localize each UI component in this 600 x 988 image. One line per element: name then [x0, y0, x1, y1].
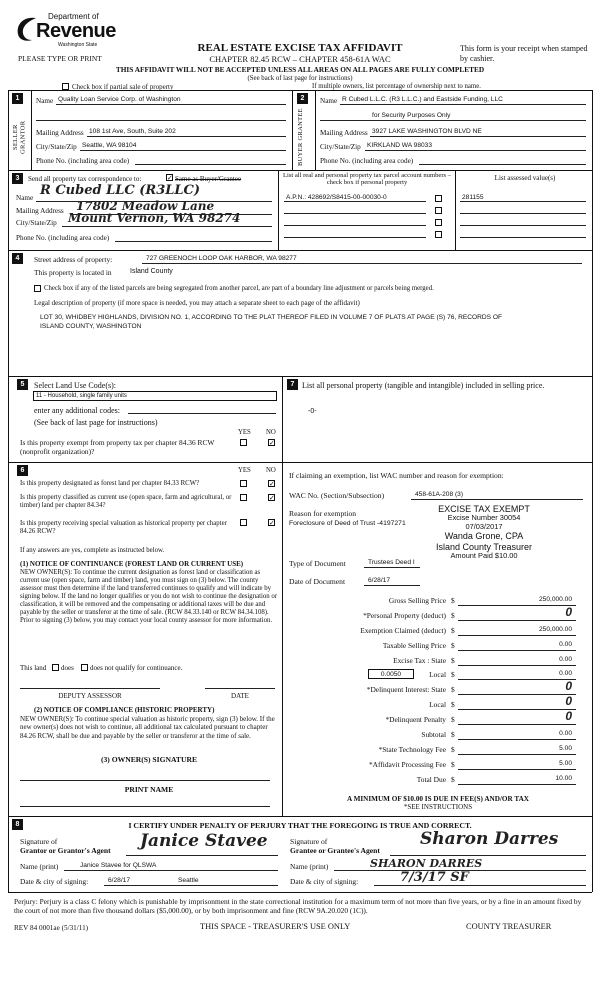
- owner-signature-label: (3) OWNER(S) SIGNATURE: [100, 755, 198, 764]
- buyer-mailing-label: Mailing Address: [320, 129, 368, 137]
- grantee-date-city-label: Date & city of signing:: [290, 877, 359, 886]
- rev-number: REV 84 0001ae (5/31/11): [14, 924, 89, 932]
- subtotal-label: Subtotal: [421, 730, 446, 739]
- seller-city: Seattle, WA 98104: [82, 142, 137, 149]
- section5-number: 5: [17, 379, 28, 390]
- legal-label: Legal description of property (if more space is needed, you may attach a separate sheet to each page of the affidavit): [34, 299, 360, 307]
- delinquent-interest-local-label: Local: [429, 700, 446, 709]
- state-technology-fee-value: 5.00: [559, 745, 572, 752]
- seller-city-label: City/State/Zip: [36, 143, 77, 151]
- notice1-title: (1) NOTICE OF CONTINUANCE (FOREST LAND OR CURRENT USE): [20, 560, 244, 568]
- partial-sale-label: Check box if partial sale of property: [72, 83, 174, 91]
- stamp-line-1: EXCISE TAX EXEMPT: [438, 504, 530, 514]
- agency-line1: Department of: [48, 12, 99, 21]
- deputy-date-label: DATE: [231, 692, 249, 700]
- street-address: 727 GREENOCH LOOP OAK HARBOR, WA 98277: [146, 255, 297, 262]
- exemption-label: If claiming an exemption, list WAC number and reason for exemption:: [289, 471, 504, 480]
- current-use-question: Is this property classified as current use (open space, farm and agricultural, or timber) land per chapter 84.34?: [20, 494, 232, 509]
- assessed-header: List assessed value(s): [494, 174, 556, 182]
- grantor-sig-label1: Signature of: [20, 837, 58, 846]
- historic-no-checkbox[interactable]: ✓: [269, 519, 275, 527]
- land-does-label: does: [61, 664, 74, 672]
- current-use-yes-checkbox[interactable]: [240, 494, 247, 501]
- affidavit-processing-fee-label: *Affidavit Processing Fee: [368, 760, 446, 769]
- stamp-line-6: Amount Paid $10.00: [450, 551, 518, 561]
- grantor-sig-label2: Grantor or Grantor's Agent: [20, 846, 111, 855]
- excise-tax-local-label: Local: [429, 670, 446, 679]
- excise-tax-state-value: 0.00: [559, 656, 572, 663]
- subtotal-value: 0.00: [559, 730, 572, 737]
- seller-name-label: Name: [36, 97, 54, 105]
- tax-city-label: City/State/Zip: [16, 219, 57, 227]
- treasurer-use-label: THIS SPACE - TREASURER'S USE ONLY: [200, 922, 351, 931]
- receipt-note: This form is your receipt when stamped by cashier.: [460, 44, 588, 63]
- additional-codes-label: enter any additional codes:: [34, 406, 120, 415]
- land-does-not-checkbox[interactable]: [81, 664, 88, 671]
- wac-number: 458-61A-208 (3): [415, 491, 464, 498]
- delinquent-interest-state-label: *Delinquent Interest: State: [366, 685, 446, 694]
- taxable-selling-price-value: 0.00: [559, 641, 572, 648]
- notice2-body: NEW OWNER(S): To continue special valuation as historic property, sign (3) below. If the new owner(s) does not wish to continue, all additional tax calculated pursuant to chapter 84.26 RCW, shall be due and payable by the seller or transferor at the time of sale.: [20, 715, 275, 740]
- historic-yes-checkbox[interactable]: [240, 519, 247, 526]
- grantor-signature: Janice Stavee: [140, 831, 268, 851]
- land-does-not-label: does not qualify for continuance.: [90, 664, 183, 672]
- buyer-city: KIRKLAND WA 98033: [367, 142, 432, 149]
- form-chapter: CHAPTER 82.45 RCW – CHAPTER 458-61A WAC: [209, 54, 391, 64]
- minimum-due-note: A MINIMUM OF $10.00 IS DUE IN FEE(S) AND/OR TAX: [347, 795, 529, 803]
- see-instructions-note: *SEE INSTRUCTIONS: [403, 803, 473, 811]
- tax-phone-label: Phone No. (including area code): [16, 234, 110, 242]
- delinquent-interest-state-value: 0: [565, 679, 572, 693]
- form-title: REAL ESTATE EXCISE TAX AFFIDAVIT: [197, 42, 403, 54]
- agency-name: Revenue: [36, 20, 116, 42]
- grantor-city: Seattle: [178, 877, 199, 884]
- grantor-date: 6/28/17: [108, 877, 130, 884]
- section4-number: 4: [12, 253, 23, 264]
- grantee-sig-label2: Grantee or Grantee's Agent: [290, 846, 380, 855]
- exemption-claimed-label: Exemption Claimed (deduct): [360, 626, 446, 635]
- this-land-label: This land: [20, 664, 47, 672]
- deputy-assessor-label: DEPUTY ASSESSOR: [58, 692, 122, 700]
- land-use-label: Select Land Use Code(s):: [34, 381, 116, 390]
- total-due-value: 10.00: [555, 775, 572, 782]
- excise-tax-state-label: Excise Tax : State: [393, 656, 446, 665]
- form-warning: THIS AFFIDAVIT WILL NOT BE ACCEPTED UNLESS ALL AREAS ON ALL PAGES ARE FULLY COMPLETED: [115, 65, 485, 74]
- local-rate: 0.0050: [380, 671, 402, 678]
- buyer-city-label: City/State/Zip: [320, 143, 361, 151]
- stamp-line-2: Excise Number 30054: [447, 513, 521, 523]
- parcel-header: List all real and personal property tax parcel account numbers – check box if personal property: [282, 172, 452, 187]
- county: Island County: [130, 268, 173, 275]
- grantor-name-print: Janice Stavee for QLSWA: [80, 862, 157, 869]
- county-treasurer-label: COUNTY TREASURER: [466, 922, 552, 931]
- buyer-name-label: Name: [320, 97, 338, 105]
- parcel-personal-checkbox-3[interactable]: [435, 219, 442, 226]
- delinquent-interest-local-value: 0: [565, 694, 572, 708]
- section5-no-header: NO: [266, 429, 276, 436]
- personal-property-deduct-label: *Personal Property (deduct): [363, 611, 446, 620]
- legal-description: LOT 30, WHIDBEY HIGHLANDS, DIVISION NO. 1, ACCORDING TO THE PLAT THEREOF FILED IN VOLUME 7 OF PLATS AT PAGE (S) 76, RECORDS OF ISLAND COUNTY, WASHINGTON: [40, 314, 503, 330]
- forest-yes-checkbox[interactable]: [240, 480, 247, 487]
- grantor-date-city-label: Date & city of signing:: [20, 877, 89, 886]
- gross-selling-price-value: 250,000.00: [538, 596, 572, 603]
- tax-mailing-label: Mailing Address: [16, 207, 64, 215]
- section3-number: 3: [12, 173, 23, 184]
- exempt-no-checkbox[interactable]: ✓: [269, 439, 275, 447]
- tax-mailing: 17802 Meadow Lane: [76, 199, 215, 213]
- please-type: PLEASE TYPE OR PRINT: [18, 54, 102, 63]
- section2-number: 2: [297, 93, 308, 104]
- notice2-title: (2) NOTICE OF COMPLIANCE (HISTORIC PROPERTY): [34, 706, 215, 714]
- land-does-checkbox[interactable]: [52, 664, 59, 671]
- section1-number: 1: [12, 93, 23, 104]
- doc-date-label: Date of Document: [289, 577, 346, 586]
- perjury-text: Perjury: Perjury is a class C felony which is punishable by imprisonment in the state correctional institution for a maximum term of not more than five years, or by a fine in an amount fixed by the court of not more than five thousand dollars ($5,000.00), or by both imprisonment and fine (RCW 9A.20.020 (1C)).: [14, 897, 582, 916]
- taxable-selling-price-label: Taxable Selling Price: [382, 641, 446, 650]
- grantor-name-print-label: Name (print): [20, 862, 59, 871]
- see-back-header: (See back of last page for instructions): [247, 75, 353, 82]
- perjury-notice: [14, 897, 590, 916]
- grantee-name-print: SHARON DARRES: [370, 857, 483, 870]
- certify-statement: I CERTIFY UNDER PENALTY OF PERJURY THAT THE FOREGOING IS TRUE AND CORRECT.: [128, 821, 472, 830]
- gross-selling-price-label: Gross Selling Price: [388, 596, 446, 605]
- exempt-yes-checkbox[interactable]: [240, 439, 247, 446]
- street-label: Street address of property:: [34, 255, 113, 264]
- revenue-logo: [14, 10, 116, 54]
- section8-number: 8: [12, 819, 23, 830]
- parcel-personal-checkbox-2[interactable]: [435, 207, 442, 214]
- county-label: This property is located in: [34, 268, 112, 277]
- state-technology-fee-label: *State Technology Fee: [378, 745, 446, 754]
- exemption-claimed-value: 250,000.00: [538, 626, 572, 633]
- section6-yes-header: YES: [238, 467, 251, 474]
- grantee-sig-label1: Signature of: [290, 837, 328, 846]
- treasurer-stamp: [424, 504, 544, 561]
- partial-sale-checkbox[interactable]: [62, 83, 69, 90]
- tax-city: Mount Vernon, WA 98274: [68, 211, 241, 225]
- wac-label: WAC No. (Section/Subsection): [289, 491, 385, 500]
- total-due-label: Total Due: [416, 775, 446, 784]
- stamp-line-4: Wanda Grone, CPA: [444, 531, 524, 542]
- stamp-line-5: Island County Treasurer: [435, 541, 533, 552]
- personal-property-value: -0-: [308, 408, 317, 415]
- buyer-grantee-label: BUYER GRANTEE: [297, 108, 304, 166]
- seller-mailing-label: Mailing Address: [36, 129, 84, 137]
- buyer-name: R Cubed L.L.C. (R3 L.L.C.) and Eastside Funding, LLC: [342, 96, 503, 103]
- segregated-checkbox[interactable]: [34, 285, 41, 292]
- section7-number: 7: [287, 379, 298, 390]
- exempt-question: Is this property exempt from property tax per chapter 84.36 RCW (nonprofit organization)?: [20, 438, 215, 456]
- forest-no-checkbox[interactable]: ✓: [269, 480, 275, 488]
- parcel-number: A.P.N.: 428692/S8415-00-00030-0: [286, 194, 387, 201]
- delinquent-penalty-value: 0: [565, 709, 572, 723]
- parcel-personal-checkbox-4[interactable]: [435, 231, 442, 238]
- buyer-phone-label: Phone No. (including area code): [320, 157, 414, 165]
- buyer-mailing: 3927 LAKE WASHINGTON BLVD NE: [372, 128, 482, 135]
- land-use-select[interactable]: [33, 391, 277, 401]
- segregated-label: Check box if any of the listed parcels are being segregated from another parcel, are part of a boundary line adjustment or parcels being merged.: [44, 285, 434, 292]
- buyer-name-line2: for Security Purposes Only: [372, 112, 451, 119]
- same-as-buyer-label: Same as Buyer/Grantee: [175, 175, 242, 183]
- grantee-signature: Sharon Darres: [420, 829, 559, 849]
- exemption-reason-label: Reason for exemption: [289, 509, 357, 518]
- multiple-owners-note: If multiple owners, list percentage of ownership next to name.: [312, 83, 481, 90]
- grantee-date: 7/3/17 SF: [400, 870, 469, 885]
- personal-property-deduct-value: 0: [565, 605, 572, 619]
- doc-date: 6/28/17: [368, 577, 390, 584]
- section5-yes-header: YES: [238, 429, 251, 436]
- affidavit-processing-fee-value: 5.00: [559, 760, 572, 767]
- personal-property-label: List all personal property (tangible and intangible) included in selling price.: [302, 381, 545, 390]
- seller-phone-label: Phone No. (including area code): [36, 157, 130, 165]
- send-correspondence-label: Send all property tax correspondence to:: [28, 175, 142, 183]
- if-yes-note: If any answers are yes, complete as instructed below.: [20, 547, 165, 554]
- same-as-buyer-checkbox[interactable]: ✓: [167, 174, 173, 182]
- seller-mailing: 108 1st Ave, South, Suite 202: [89, 128, 176, 135]
- stamp-line-3: 07/03/2017: [465, 521, 503, 531]
- doc-type-label: Type of Document: [289, 559, 346, 568]
- current-use-no-checkbox[interactable]: ✓: [269, 494, 275, 502]
- section6-no-header: NO: [266, 467, 276, 474]
- notice1-body: NEW OWNER(S): To continue the current designation as forest land or classification as current use (open space, farm and timber) land, you must sign on (3) below. The county assessor must then determine if the land transferred continues to qualify and will indicate by signing below. If the land no longer qualifies or you do not wish to continue the designation or classification, it will be removed and the compensating or additional taxes will be due and payable by the seller or transferor at the time of sale. (RCW 84.33.140 or RCW 84.34.108). Prior to signing (3) below, you may contact your local county assessor for more information.: [20, 569, 278, 624]
- historic-question: Is this property receiving special valuation as historical property per chapter 84.26 RCW?: [20, 520, 227, 535]
- forest-question: Is this property designated as forest land per chapter 84.33 RCW?: [20, 480, 200, 487]
- exemption-reason: Foreclosure of Deed of Trust -4197271: [289, 520, 406, 527]
- print-name-label: PRINT NAME: [124, 785, 174, 794]
- agency-state: Washington State: [58, 42, 98, 48]
- section5-see-back: (See back of last page for instructions): [34, 418, 158, 427]
- parcel-personal-checkbox-1[interactable]: [435, 195, 442, 202]
- grantee-name-print-label: Name (print): [290, 862, 329, 871]
- tax-name-label: Name: [16, 194, 34, 202]
- delinquent-penalty-label: *Delinquent Penalty: [385, 715, 446, 724]
- excise-tax-local-value: 0.00: [559, 670, 572, 677]
- doc-type: Trustees Deed I: [368, 559, 415, 566]
- seller-name: Quality Loan Service Corp. of Washington: [58, 96, 181, 103]
- section6-number: 6: [17, 465, 28, 476]
- tax-name: R Cubed LLC (R3LLC): [40, 183, 201, 198]
- assessed-value: 281155: [462, 194, 484, 201]
- land-use-value: 11 - Household, single family units: [36, 393, 127, 399]
- seller-grantor-label: SELLER GRANTOR: [12, 120, 27, 154]
